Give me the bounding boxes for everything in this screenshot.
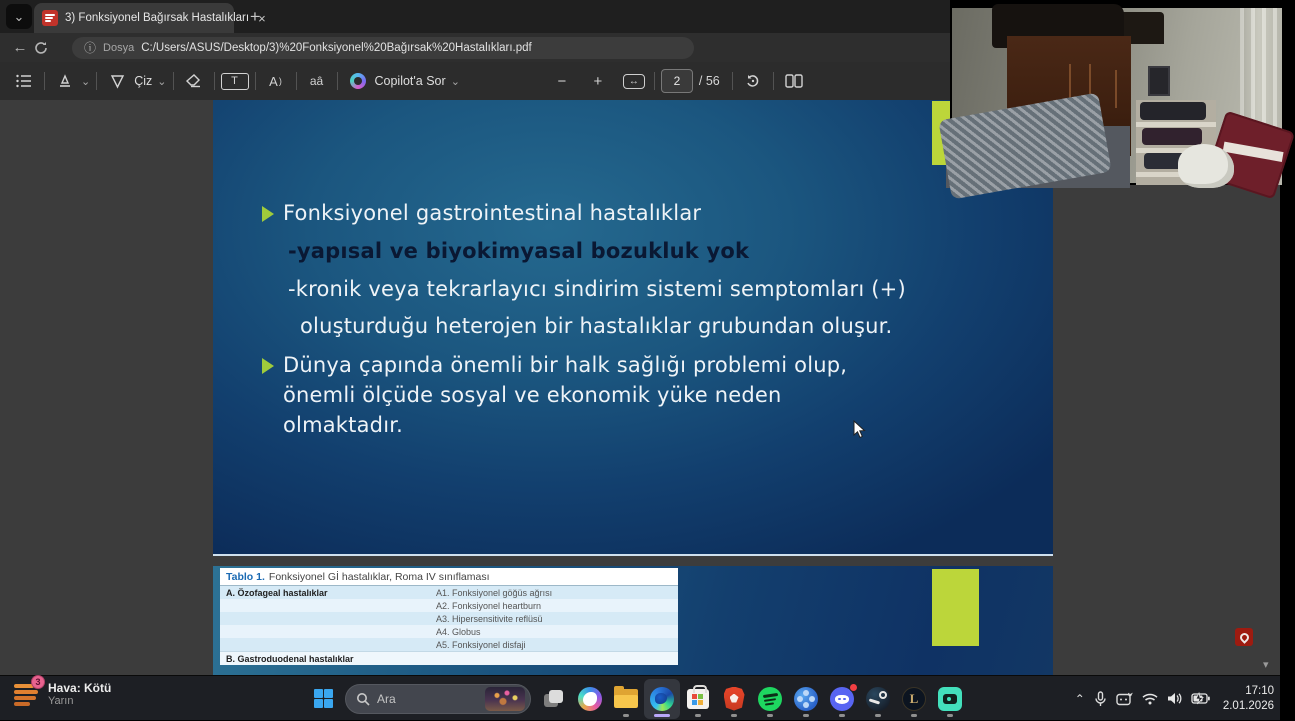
speaker-icon[interactable] [1167, 692, 1182, 705]
table-title [220, 568, 678, 586]
table-cell: A3. Hipersensitivite reflüsü [436, 613, 543, 624]
taskbar-app-task-view[interactable] [536, 679, 572, 719]
taskbar-app-league-of-legends[interactable] [896, 679, 932, 719]
table-row [220, 599, 678, 612]
slide-page-2 [213, 100, 1053, 556]
slide-line-bold: -yapısal ve biyokimyasal bozukluk yok [288, 239, 750, 263]
table-cell: A5. Fonksiyonel disfaji [436, 639, 526, 650]
draw-pen-icon[interactable] [103, 67, 131, 95]
fit-to-width-icon[interactable] [620, 67, 648, 95]
bullet-triangle-icon [262, 206, 274, 222]
roma-iv-table [220, 568, 678, 665]
table-category-a: A. Özofageal hastalıklar [226, 587, 328, 598]
table-of-contents-icon[interactable] [10, 67, 38, 95]
zoom-out-icon[interactable]: − [557, 72, 567, 90]
table-row [220, 638, 678, 651]
active-tab[interactable] [34, 3, 266, 33]
taskbar-app-discord[interactable] [824, 679, 860, 719]
webcam-white-bag [1178, 144, 1234, 188]
search-input[interactable] [377, 692, 478, 706]
table-cell: A4. Globus [436, 626, 481, 637]
taskbar-app-riot-client[interactable] [788, 679, 824, 719]
back-icon[interactable]: ← [12, 39, 28, 56]
taskbar [0, 675, 1280, 720]
table-row [220, 586, 678, 599]
copilot-app-icon [578, 687, 602, 711]
zoom-in-icon[interactable]: + [593, 72, 603, 90]
taskbar-search[interactable] [345, 684, 531, 714]
spotify-icon [758, 687, 782, 711]
league-of-legends-icon [902, 687, 926, 711]
weather-condition: Hava: Kötü [48, 681, 112, 695]
highlighter-chevron-icon[interactable]: ⌄ [81, 75, 91, 88]
table-category-b: B. Gastroduodenal hastalıklar [220, 651, 678, 665]
mouse-cursor [853, 420, 866, 444]
microsoft-store-icon [687, 689, 709, 709]
battery-icon[interactable] [1191, 693, 1210, 704]
copilot-icon[interactable] [344, 67, 372, 95]
copilot-chevron-icon[interactable]: ⌄ [450, 75, 460, 88]
table-title-text: Fonksiyonel Gİ hastalıklar, Roma IV sınıflaması [268, 570, 490, 583]
windows-logo-icon [314, 689, 333, 708]
text-note-icon[interactable] [221, 73, 249, 90]
fit-width-glyph: ↔ [628, 75, 639, 87]
brave-icon [724, 687, 745, 711]
table-row [220, 625, 678, 638]
system-tray [1075, 676, 1274, 721]
pdf-file-icon [42, 10, 58, 26]
tab-title: 3) Fonksiyonel Bağırsak Hastalıkları [65, 12, 250, 24]
table-title-prefix: Tablo 1. [226, 570, 265, 583]
chevron-down-icon: ⌄ [13, 8, 25, 24]
file-explorer-icon [614, 689, 638, 708]
info-icon[interactable]: ⓘ [84, 41, 97, 55]
tab-search-button[interactable] [6, 4, 32, 29]
draw-chevron-icon[interactable]: ⌄ [157, 75, 167, 88]
adobe-acrobat-icon[interactable] [1235, 628, 1253, 646]
weather-fog-icon [12, 677, 41, 708]
webcam-wall-frame [1148, 66, 1170, 96]
taskbar-app-brave[interactable] [716, 679, 752, 719]
url-text: C:/Users/ASUS/Desktop/3)%20Fonksiyonel%20Bağırsak%20Hastalıkları.pdf [141, 41, 532, 54]
taskbar-clock[interactable] [1223, 684, 1274, 713]
slide-bullet-2-line-1: Dünya çapında önemli bir halk sağlığı problemi olup, [283, 353, 848, 377]
clock-date: 2.01.2026 [1222, 699, 1274, 712]
slide-bullet-1: Fonksiyonel gastrointestinal hastalıklar [283, 201, 702, 225]
scrollbar-down-icon[interactable]: ▾ [1263, 659, 1269, 671]
slide-accent-bar [932, 569, 979, 646]
slide-bullet-2-line-3: olmaktadır. [283, 413, 404, 437]
steam-icon [866, 687, 890, 711]
wifi-icon[interactable] [1142, 693, 1158, 705]
lol-letter: L [909, 690, 919, 706]
new-tab-button[interactable]: + [250, 7, 260, 26]
discord-notification-badge [849, 683, 858, 692]
highlighter-icon[interactable] [51, 67, 79, 95]
text-note-glyph: T [231, 75, 238, 87]
weather-badge: 3 [31, 675, 45, 689]
weather-widget[interactable] [12, 677, 112, 708]
taskbar-app-microsoft-store[interactable] [680, 679, 716, 719]
weather-sub: Yarın [48, 695, 74, 707]
eraser-icon[interactable] [180, 67, 208, 95]
edge-icon [650, 687, 674, 711]
game-bar-icon[interactable] [1116, 692, 1133, 706]
taskbar-app-edge[interactable] [644, 679, 680, 719]
riot-client-icon [794, 687, 818, 711]
taskbar-app-copilot[interactable] [572, 679, 608, 719]
url-scheme-label: Dosya [103, 41, 135, 54]
slide-line-2: -kronik veya tekrarlayıcı sindirim sistemi semptomları (+) [288, 277, 906, 301]
slide-page-3 [213, 566, 1053, 675]
page-total-label: / 56 [698, 74, 720, 88]
table-row [220, 612, 678, 625]
read-aloud-icon[interactable] [262, 67, 290, 95]
url-field[interactable] [72, 37, 694, 59]
refresh-icon[interactable] [34, 41, 62, 55]
hidden-icons-chevron-icon[interactable]: ⌃ [1074, 691, 1085, 706]
taskbar-app-medal[interactable] [932, 679, 968, 719]
start-button[interactable] [306, 679, 340, 719]
rotate-icon[interactable] [739, 67, 767, 95]
taskbar-app-spotify[interactable] [752, 679, 788, 719]
microphone-icon[interactable] [1094, 691, 1107, 707]
medal-icon [938, 687, 962, 711]
bullet-triangle-icon [262, 358, 274, 374]
read-aloud-glyph: A [269, 73, 278, 89]
tab-close-icon[interactable]: × [258, 10, 266, 26]
draw-label[interactable]: Çiz [134, 74, 153, 88]
clock-time: 17:10 [1245, 685, 1274, 698]
search-highlight-image[interactable] [485, 687, 525, 711]
table-cell: A1. Fonksiyonel göğüs ağrısı [436, 587, 553, 598]
table-cell: A2. Fonksiyonel heartburn [436, 600, 542, 611]
taskbar-app-file-explorer[interactable] [608, 679, 644, 719]
taskbar-app-steam[interactable] [860, 679, 896, 719]
translate-icon[interactable]: aâ [309, 74, 324, 88]
webcam-overlay [950, 0, 1280, 185]
slide-bullet-2-line-2: önemli ölçüde sosyal ve ekonomik yüke neden [283, 383, 782, 407]
slide-line-3: oluşturduğu heterojen bir hastalıklar grubundan oluşur. [300, 314, 893, 338]
search-icon [356, 692, 370, 706]
read-aloud-waves-glyph: ) [278, 76, 282, 86]
webcam-video [952, 8, 1280, 183]
task-view-icon [544, 690, 564, 708]
page-number-input[interactable] [661, 69, 693, 93]
page-view-icon[interactable] [780, 67, 808, 95]
taskbar-center [306, 676, 968, 721]
copilot-label[interactable]: Copilot'a Sor [374, 74, 446, 88]
